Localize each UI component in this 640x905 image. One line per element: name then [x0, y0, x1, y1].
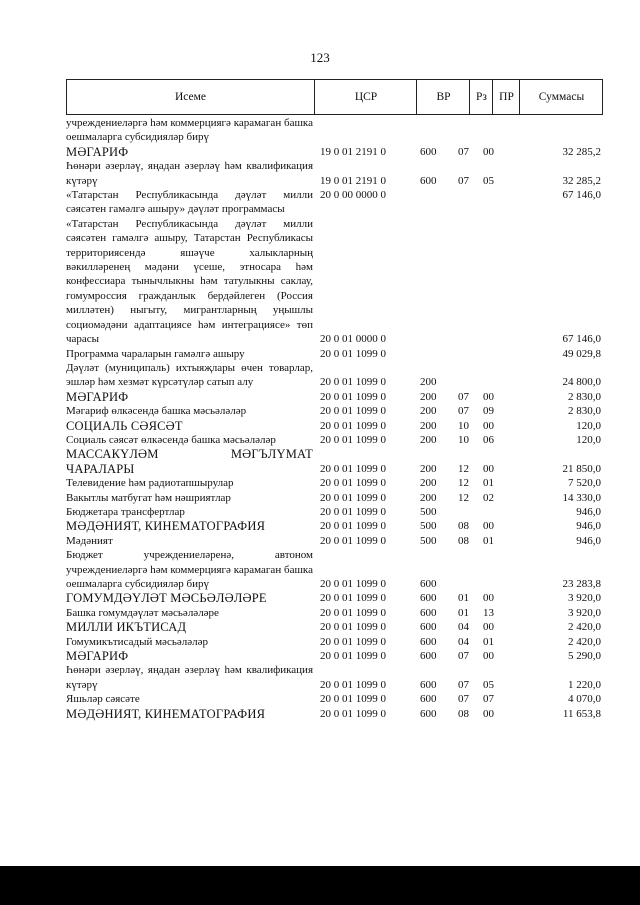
row-pr: 00 [483, 650, 494, 663]
row-sum: 32 285,2 [562, 145, 601, 158]
row-code: 20 0 01 1099 0 [320, 650, 386, 663]
table-header [66, 79, 603, 115]
row-pr: 00 [483, 592, 494, 605]
row-code: 20 0 01 1099 0 [320, 606, 386, 619]
row-vr: 600 [420, 678, 437, 691]
row-code: 20 0 01 1099 0 [320, 505, 386, 518]
row-pr: 00 [483, 707, 494, 720]
row-name: Башка гомумдәүләт мәсьәләләре [66, 606, 219, 619]
row-name: МӘГАРИФ [66, 144, 129, 159]
table-row [66, 361, 603, 390]
row-vr: 600 [420, 145, 437, 158]
row-name: МӘГАРИФ [66, 649, 129, 664]
table-row [66, 707, 603, 721]
row-rz: 10 [458, 419, 469, 432]
row-rz: 12 [458, 477, 469, 490]
header-rz: Рз [469, 80, 493, 114]
row-code: 20 0 01 0000 0 [320, 333, 386, 346]
row-code: 20 0 01 1099 0 [320, 462, 386, 475]
row-name: «Татарстан Республикасында дәүләт милли сәясәтен гамәлгә ашыру» дәүләт программасы [66, 189, 313, 216]
row-code: 20 0 01 1099 0 [320, 635, 386, 648]
row-sum: 7 520,0 [568, 477, 601, 490]
row-name: Мәдәният [66, 534, 113, 547]
table-row [66, 390, 603, 404]
table-row [66, 635, 603, 649]
row-code: 20 0 00 0000 0 [320, 189, 386, 202]
row-pr: 02 [483, 491, 494, 504]
row-pr: 06 [483, 433, 494, 446]
row-code: 20 0 01 1099 0 [320, 376, 386, 389]
row-code: 20 0 01 1099 0 [320, 578, 386, 590]
row-name: Бюджетара трансфертлар [66, 505, 185, 518]
row-code: 20 0 01 1099 0 [320, 592, 386, 605]
row-rz: 07 [458, 650, 469, 663]
row-rz: 08 [458, 707, 469, 720]
row-pr: 00 [483, 520, 494, 533]
row-rz: 08 [458, 534, 469, 547]
table-row [66, 606, 603, 620]
table-row [66, 649, 603, 663]
row-pr: 00 [483, 462, 494, 475]
row-name: Һөнәри әзерләү, яңадан әзерләү һәм квалификация күтәрү [66, 160, 313, 187]
row-rz: 07 [458, 145, 469, 158]
table-row [66, 663, 603, 692]
row-rz: 04 [458, 621, 469, 634]
row-vr: 600 [420, 592, 437, 605]
row-vr: 200 [420, 491, 437, 504]
table-body [66, 116, 603, 721]
row-vr: 200 [420, 390, 437, 403]
row-sum: 5 290,0 [568, 650, 601, 663]
row-rz: 12 [458, 462, 469, 475]
row-sum: 23 283,8 [562, 578, 601, 590]
row-sum: 2 830,0 [568, 405, 601, 418]
table-row [66, 116, 603, 145]
row-name: МӘДӘНИЯТ, КИНЕМАТОГРАФИЯ [66, 519, 266, 534]
table-row [66, 620, 603, 634]
row-name: Социаль сәясәт өлкәсендә башка мәсьәләләр [66, 433, 276, 446]
table-row [66, 476, 603, 490]
row-sum: 11 653,8 [562, 707, 601, 720]
table-row [66, 217, 603, 347]
row-sum: 2 420,0 [568, 635, 601, 648]
row-sum: 3 920,0 [568, 606, 601, 619]
row-rz: 07 [458, 678, 469, 691]
row-vr: 500 [420, 520, 437, 533]
row-vr: 200 [420, 419, 437, 432]
row-vr: 600 [420, 174, 437, 187]
row-vr: 600 [420, 621, 437, 634]
row-rz: 08 [458, 520, 469, 533]
row-name: Һөнәри әзерләү, яңадан әзерләү һәм квалификация күтәрү [66, 664, 313, 691]
row-name: учреждениеләргә һәм коммерциягә карамаган башка оешмаларга субсидияләр бирү [66, 117, 313, 144]
row-sum: 2 420,0 [568, 621, 601, 634]
row-vr: 600 [420, 578, 437, 590]
row-name: Программа чараларын гамәлгә ашыру [66, 347, 245, 360]
row-code: 20 0 01 1099 0 [320, 491, 386, 504]
row-pr: 00 [483, 390, 494, 403]
row-name: МӘДӘНИЯТ, КИНЕМАТОГРАФИЯ [66, 706, 266, 721]
row-sum: 67 146,0 [562, 189, 601, 202]
row-sum: 24 800,0 [562, 376, 601, 389]
row-pr: 09 [483, 405, 494, 418]
table-row [66, 534, 603, 548]
row-name: Бюджет учреждениеләренә, автоном учреждениеләргә һәм коммерциягә карамаган башка оешмаларга субсидияләр бирү [66, 549, 313, 590]
table-row [66, 692, 603, 706]
table-row [66, 404, 603, 418]
row-name: Мәгариф өлкәсендә башка мәсьәләләр [66, 405, 247, 418]
table-row [66, 548, 603, 591]
row-code: 20 0 01 1099 0 [320, 477, 386, 490]
header-vr: ВР [416, 80, 470, 114]
row-name: СОЦИАЛЬ СӘЯСӘТ [66, 418, 183, 433]
row-name: МАССАКҮЛӘМ МӘГЪЛҮМАТ ЧАРАЛАРЫ [66, 447, 313, 476]
row-vr: 200 [420, 376, 437, 389]
row-pr: 01 [483, 477, 494, 490]
table-row [66, 347, 603, 361]
row-rz: 07 [458, 405, 469, 418]
row-sum: 1 220,0 [568, 678, 601, 691]
row-pr: 00 [483, 145, 494, 158]
row-vr: 200 [420, 405, 437, 418]
row-sum: 120,0 [576, 419, 601, 432]
row-code: 20 0 01 1099 0 [320, 347, 386, 360]
row-sum: 32 285,2 [562, 174, 601, 187]
table-row [66, 591, 603, 605]
row-pr: 00 [483, 621, 494, 634]
table-row [66, 433, 603, 447]
row-vr: 600 [420, 606, 437, 619]
row-vr: 200 [420, 462, 437, 475]
row-pr: 05 [483, 174, 494, 187]
row-code: 20 0 01 1099 0 [320, 419, 386, 432]
header-pr: ПР [492, 80, 520, 114]
row-name: Гомумикътисадый мәсьәләләр [66, 635, 208, 648]
page-number: 123 [310, 50, 330, 65]
row-vr: 600 [420, 693, 437, 706]
row-pr: 01 [483, 635, 494, 648]
row-name: МИЛЛИ ИКЪТИСАД [66, 620, 187, 635]
row-code: 20 0 01 1099 0 [320, 520, 386, 533]
row-code: 19 0 01 2191 0 [320, 145, 386, 158]
row-rz: 10 [458, 433, 469, 446]
row-code: 20 0 01 1099 0 [320, 621, 386, 634]
table-row [66, 188, 603, 217]
row-vr: 600 [420, 650, 437, 663]
row-code: 20 0 01 1099 0 [320, 405, 386, 418]
row-sum: 120,0 [576, 433, 601, 446]
row-name: МӘГАРИФ [66, 389, 129, 404]
header-sum: Суммасы [519, 80, 603, 114]
row-rz: 04 [458, 635, 469, 648]
row-code: 20 0 01 1099 0 [320, 693, 386, 706]
row-rz: 07 [458, 390, 469, 403]
row-pr: 00 [483, 419, 494, 432]
table-row [66, 491, 603, 505]
row-sum: 946,0 [576, 520, 601, 533]
scan-bottom-edge [0, 866, 640, 905]
row-sum: 21 850,0 [562, 462, 601, 475]
row-rz: 07 [458, 174, 469, 187]
row-vr: 200 [420, 433, 437, 446]
row-code: 20 0 01 1099 0 [320, 433, 386, 446]
row-code: 20 0 01 1099 0 [320, 707, 386, 720]
row-pr: 05 [483, 678, 494, 691]
row-code: 20 0 01 1099 0 [320, 534, 386, 547]
row-name: Вакытлы матбугат һәм нәшриятлар [66, 491, 231, 504]
table-row [66, 419, 603, 433]
table-row [66, 505, 603, 519]
table-row [66, 447, 603, 476]
row-name: Телевидение һәм радиотапшырулар [66, 477, 234, 490]
row-pr: 13 [483, 606, 494, 619]
row-sum: 14 330,0 [562, 491, 601, 504]
row-vr: 500 [420, 534, 437, 547]
row-vr: 600 [420, 635, 437, 648]
header-name: Исеме [174, 91, 207, 103]
row-pr: 07 [483, 693, 494, 706]
row-rz: 01 [458, 592, 469, 605]
row-sum: 67 146,0 [562, 333, 601, 346]
row-sum: 946,0 [576, 534, 601, 547]
row-code: 20 0 01 1099 0 [320, 390, 386, 403]
row-sum: 4 070,0 [568, 693, 601, 706]
row-name: «Татарстан Республикасында дәүләт милли сәясәтен гамәлгә ашыру, Татарстан Республикасы территориясендә яшәүче халыкларның вәкилләренең мәдәни үсеше, этносара һәм конфессиара тынычлыкны һәм татулыкны саклау, гомумроссия гражданлык бердәйлеген (Россия милләтен) ныгыту, мигрантларның уңышлы социомәдәни адаптациясе һәм интеграциясе» төп чарасы [66, 217, 313, 346]
row-name: Дәүләт (муниципаль) ихтыяҗлары өчен товарлар, эшләр һәм хезмәт күрсәтүләр сатып алу [66, 361, 313, 389]
row-rz: 12 [458, 491, 469, 504]
row-code: 20 0 01 1099 0 [320, 678, 386, 691]
row-rz: 01 [458, 606, 469, 619]
row-name: Яшьләр сәясәте [66, 693, 140, 706]
table-row [66, 159, 603, 188]
row-vr: 500 [420, 505, 437, 518]
row-sum: 3 920,0 [568, 592, 601, 605]
row-sum: 946,0 [576, 505, 601, 518]
row-pr: 01 [483, 534, 494, 547]
row-sum: 49 029,8 [562, 347, 601, 360]
table-row [66, 145, 603, 159]
row-vr: 600 [420, 707, 437, 720]
row-rz: 07 [458, 693, 469, 706]
row-vr: 200 [420, 477, 437, 490]
row-name: ГОМУМДӘҮЛӘТ МӘСЬӘЛӘЛӘРЕ [66, 591, 267, 606]
table-row [66, 519, 603, 533]
row-code: 19 0 01 2191 0 [320, 174, 386, 187]
row-sum: 2 830,0 [568, 390, 601, 403]
header-code: ЦСР [314, 80, 417, 114]
